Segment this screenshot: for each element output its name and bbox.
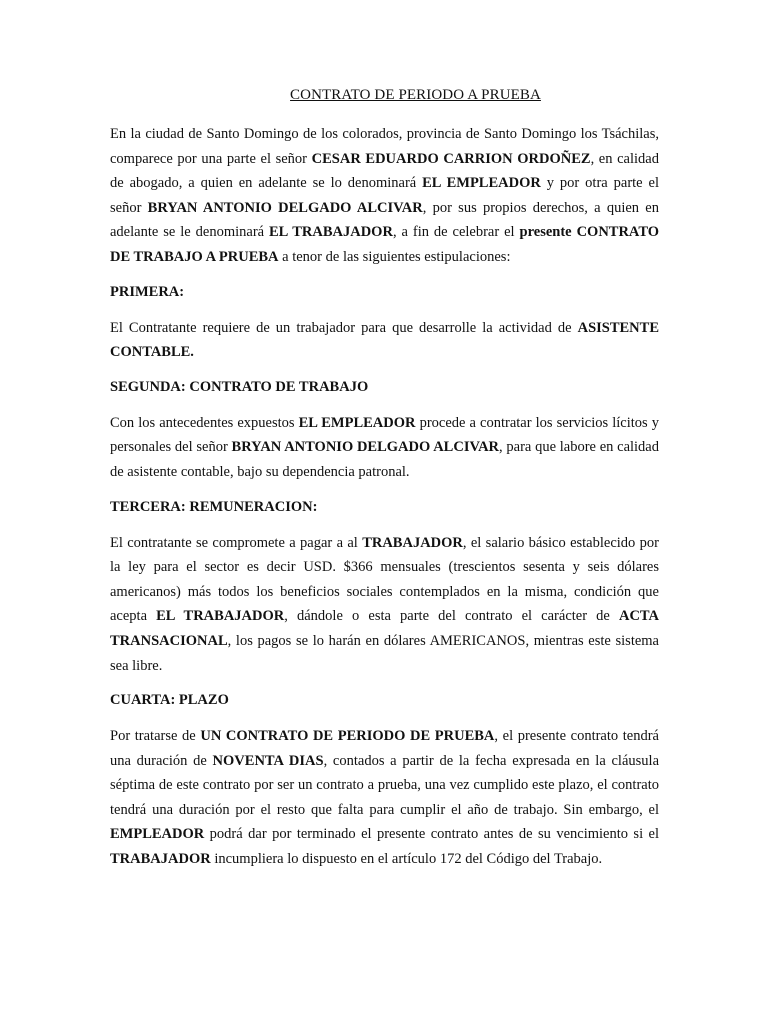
text-run: , para que labore en calidad de asistente contable, bajo su dependencia patronal. xyxy=(110,439,659,480)
bold-text-run: ACTA TRANSACIONAL xyxy=(110,608,659,649)
clause-heading-primera: PRIMERA: xyxy=(110,283,185,300)
bold-text-run: TRABAJADOR xyxy=(110,851,211,868)
document-page xyxy=(110,84,659,872)
text-run: El Contratante requiere de un trabajador para que desarrolle la actividad de xyxy=(110,319,578,336)
text-run: En la ciudad de Santo Domingo de los colorados, provincia de Santo Domingo los Tsáchilas, comparece por una parte el señor xyxy=(110,126,659,167)
clause-body-cuarta xyxy=(110,724,659,872)
clause-heading-tercera: TERCERA: REMUNERACION: xyxy=(110,498,318,515)
bold-text-run: EL TRABAJADOR xyxy=(269,224,393,241)
bold-text-run: EL TRABAJADOR xyxy=(156,608,285,625)
bold-text-run: TRABAJADOR xyxy=(362,534,463,551)
document-title: CONTRATO DE PERIODO A PRUEBA xyxy=(290,87,541,103)
bold-text-run: EL EMPLEADOR xyxy=(298,414,416,431)
clause-heading-cuarta: CUARTA: PLAZO xyxy=(110,692,229,709)
text-run: incumpliera lo dispuesto en el artículo 172 del Código del Trabajo. xyxy=(210,851,603,868)
text-run: Con los antecedentes expuestos xyxy=(110,414,299,431)
clause-heading-segunda: SEGUNDA: CONTRATO DE TRABAJO xyxy=(110,378,369,395)
text-run: , por sus propios derechos, a quien en adelante se le denominará xyxy=(110,199,659,241)
bold-text-run: CESAR EDUARDO CARRION ORDOÑEZ xyxy=(311,150,591,167)
bold-text-run: presente xyxy=(519,224,572,241)
text-run: , en calidad de abogado, a quien en adelante se lo denominará xyxy=(110,150,659,192)
bold-text-run: BRYAN ANTONIO DELGADO ALCIVAR xyxy=(147,199,423,216)
clause-body-segunda xyxy=(110,411,659,485)
text-run: y por otra parte el señor xyxy=(110,175,659,216)
text-run: a tenor de las siguientes estipulaciones: xyxy=(278,248,511,265)
clause-body-tercera xyxy=(110,531,659,679)
bold-text-run: ASISTENTE CONTABLE. xyxy=(110,319,659,361)
bold-text-run: BRYAN ANTONIO DELGADO ALCIVAR xyxy=(231,439,500,456)
text-run: , a fin de celebrar el xyxy=(392,224,520,241)
text-run: , el presente contrato tendrá una duración de xyxy=(110,728,659,769)
text-run: , contados a partir de la fecha expresada en la cláusula séptima de este contrato por ser un contrato a prueba, una vez cumplido este plazo, el contrato tendrá una duración por el resto que falta para cumplir el año de trabajo. Sin embargo, el xyxy=(110,752,660,818)
bold-text-run: UN CONTRATO DE PERIODO DE PRUEBA xyxy=(200,728,495,745)
text-run: podrá dar por terminado el presente contrato antes de su vencimiento si el xyxy=(204,826,659,843)
text-run: procede a contratar los servicios lícitos y personales del señor xyxy=(110,414,659,456)
text-run: El contratante se compromete a pagar a al xyxy=(110,534,363,551)
text-run: , el salario básico establecido por la ley para el sector es decir USD. $366 mensuales (trescientos sesenta y seis dólares americanos) más todos los beneficios sociales contemplados en la misma, condición que acepta xyxy=(110,534,659,625)
text-run: , los pagos se lo harán en dólares AMERICANOS, mientras este sistema sea libre. xyxy=(110,632,659,674)
intro-paragraph xyxy=(110,122,659,270)
bold-text-run: EMPLEADOR xyxy=(110,826,205,843)
clause-body-primera xyxy=(110,316,659,365)
text-run: , dándole o esta parte del contrato el carácter de xyxy=(284,608,619,625)
bold-text-run: EL EMPLEADOR xyxy=(422,175,541,192)
bold-text-run: NOVENTA DIAS xyxy=(212,752,324,769)
text-run: Por tratarse de xyxy=(110,728,201,745)
bold-text-run: CONTRATO DE TRABAJO A PRUEBA xyxy=(110,224,660,265)
